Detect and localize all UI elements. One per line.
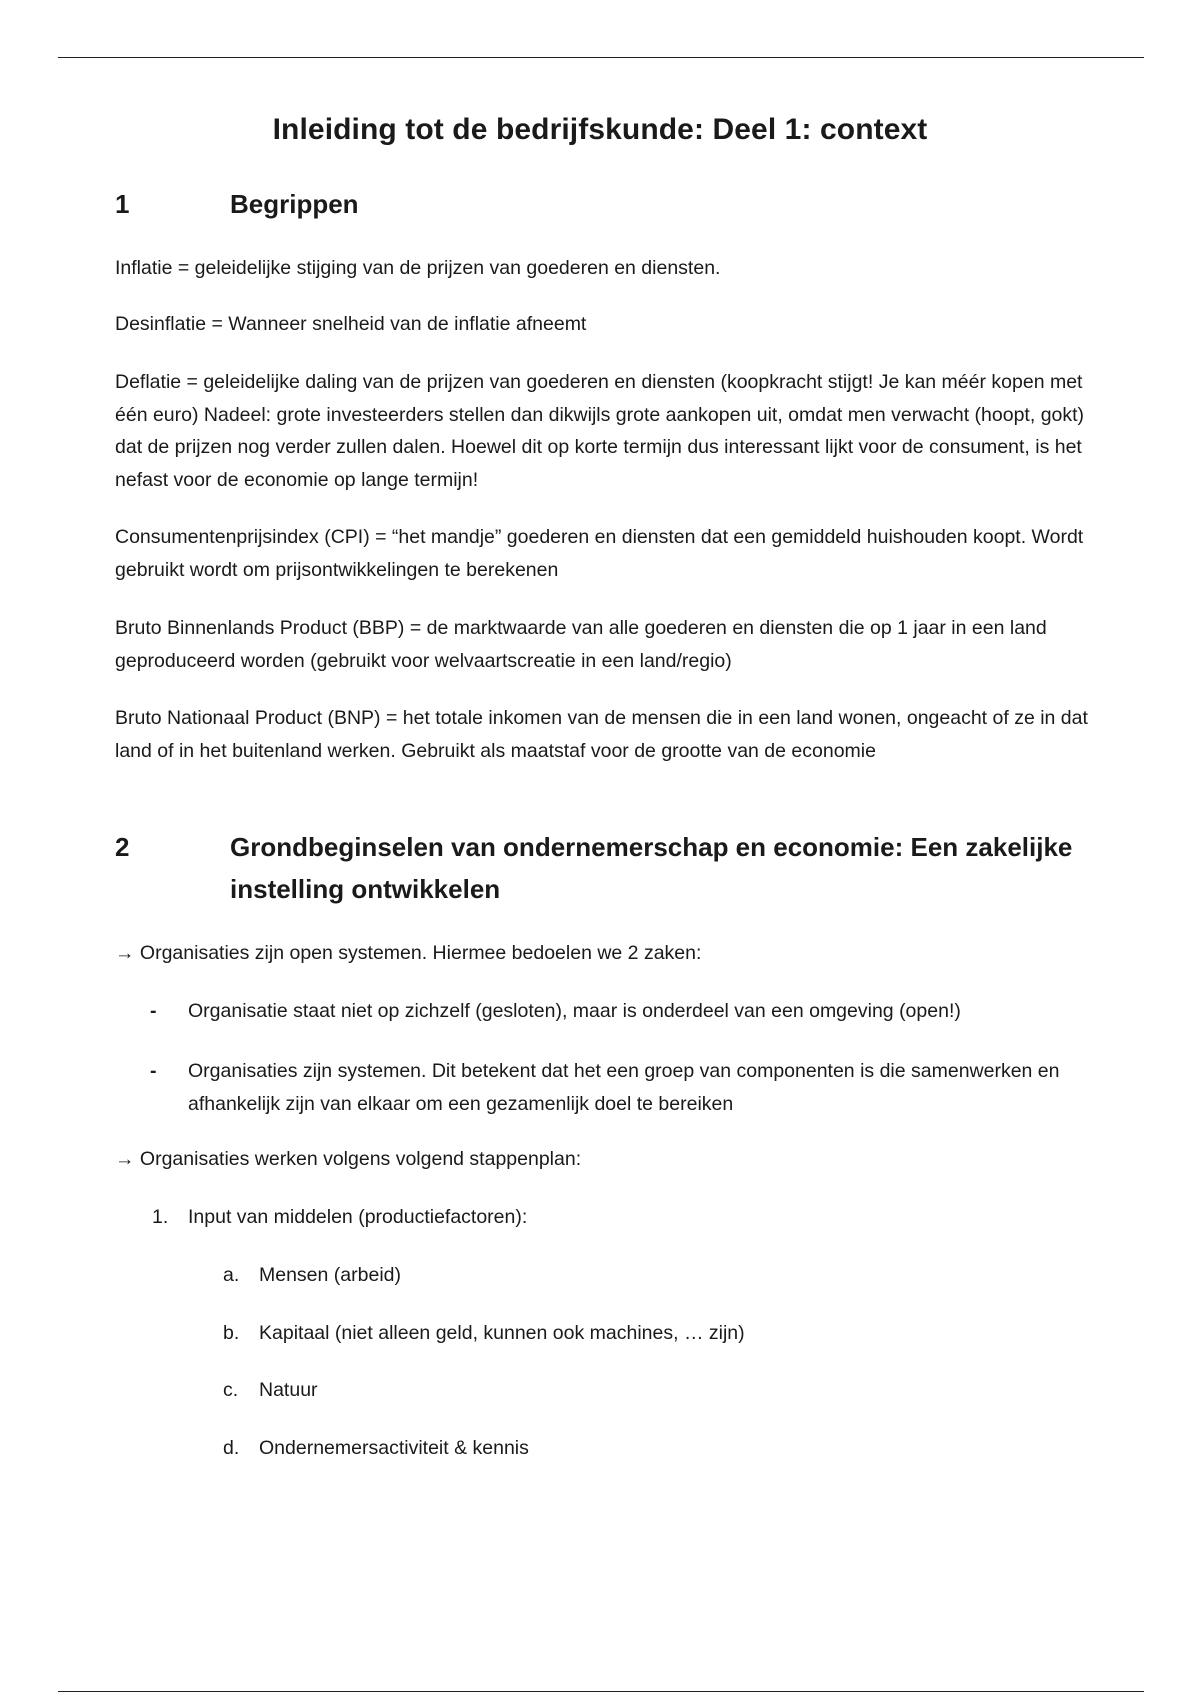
sub-list-text: Mensen (arbeid) — [259, 1264, 401, 1286]
sub-list-text: Kapitaal (niet alleen geld, kunnen ook machines, … zijn) — [259, 1322, 745, 1344]
section-2-title: Grondbeginselen van ondernemerschap en economie: Een zakelijke instelling ontwikkelen — [230, 832, 1073, 904]
bullet-text: Organisaties zijn systemen. Dit betekent dat het een groep van componenten is die samenwerken en afhankelijk zijn van elkaar om een gezamenlijk doel te bereiken — [188, 1060, 1060, 1115]
bullet-dash-icon: - — [150, 1060, 157, 1082]
sub-list-letter: d. — [223, 1437, 240, 1459]
section-2-number: 2 — [115, 832, 130, 862]
definition-bnp: Bruto Nationaal Product (BNP) = het totale inkomen van de mensen die in een land wonen, ongeacht of ze in dat land of in het buitenland werken. Gebruikt als maatstaf voor de grootte van de economie — [115, 707, 1088, 762]
list-item-text: Input van middelen (productiefactoren): — [188, 1206, 528, 1228]
sub-list-letter: a. — [223, 1264, 240, 1286]
bullet-text: Organisatie staat niet op zichzelf (gesloten), maar is onderdeel van een omgeving (open!) — [188, 1000, 961, 1022]
definition-bbp: Bruto Binnenlands Product (BBP) = de marktwaarde van alle goederen en diensten die op 1 jaar in een land geproduceerd worden (gebruikt voor welvaartscreatie in een land/regio) — [115, 617, 1047, 672]
definition-inflatie: Inflatie = geleidelijke stijging van de prijzen van goederen en diensten. — [115, 257, 721, 279]
bottom-divider-line — [58, 1691, 1144, 1692]
section-1-number: 1 — [115, 189, 130, 219]
definition-desinflatie: Desinflatie = Wanneer snelheid van de inflatie afneemt — [115, 313, 587, 335]
bullet-dash-icon: - — [150, 1000, 157, 1022]
stappenplan-intro: → Organisaties werken volgens volgend stappenplan: — [115, 1148, 582, 1170]
sub-list-letter: c. — [223, 1379, 239, 1401]
top-divider-line — [58, 57, 1144, 58]
sub-list-letter: b. — [223, 1322, 240, 1344]
document-title: Inleiding tot de bedrijfskunde: Deel 1: context — [272, 113, 928, 146]
section-1-title: Begrippen — [230, 189, 359, 219]
sub-list-text: Ondernemersactiviteit & kennis — [259, 1437, 529, 1459]
open-systems-intro: → Organisaties zijn open systemen. Hiermee bedoelen we 2 zaken: — [115, 942, 702, 964]
definition-deflatie: Deflatie = geleidelijke daling van de prijzen van goederen en diensten (koopkracht stijgt! Je kan méér kopen met één euro) Nadeel: grote investeerders stellen dan dikwijls grote aankopen uit, omdat men verwacht (hoopt, gokt) dat de prijzen nog verder zullen dalen. Hoewel dit op korte termijn dus interessant lijkt voor de consument, is het nefast voor de economie op lange termijn! — [115, 371, 1085, 491]
list-number: 1. — [152, 1206, 169, 1228]
definition-cpi: Consumentenprijsindex (CPI) = “het mandje” goederen en diensten dat een gemiddeld huishouden koopt. Wordt gebruikt wordt om prijsontwikkelingen te berekenen — [115, 526, 1084, 581]
sub-list-text: Natuur — [259, 1379, 318, 1401]
